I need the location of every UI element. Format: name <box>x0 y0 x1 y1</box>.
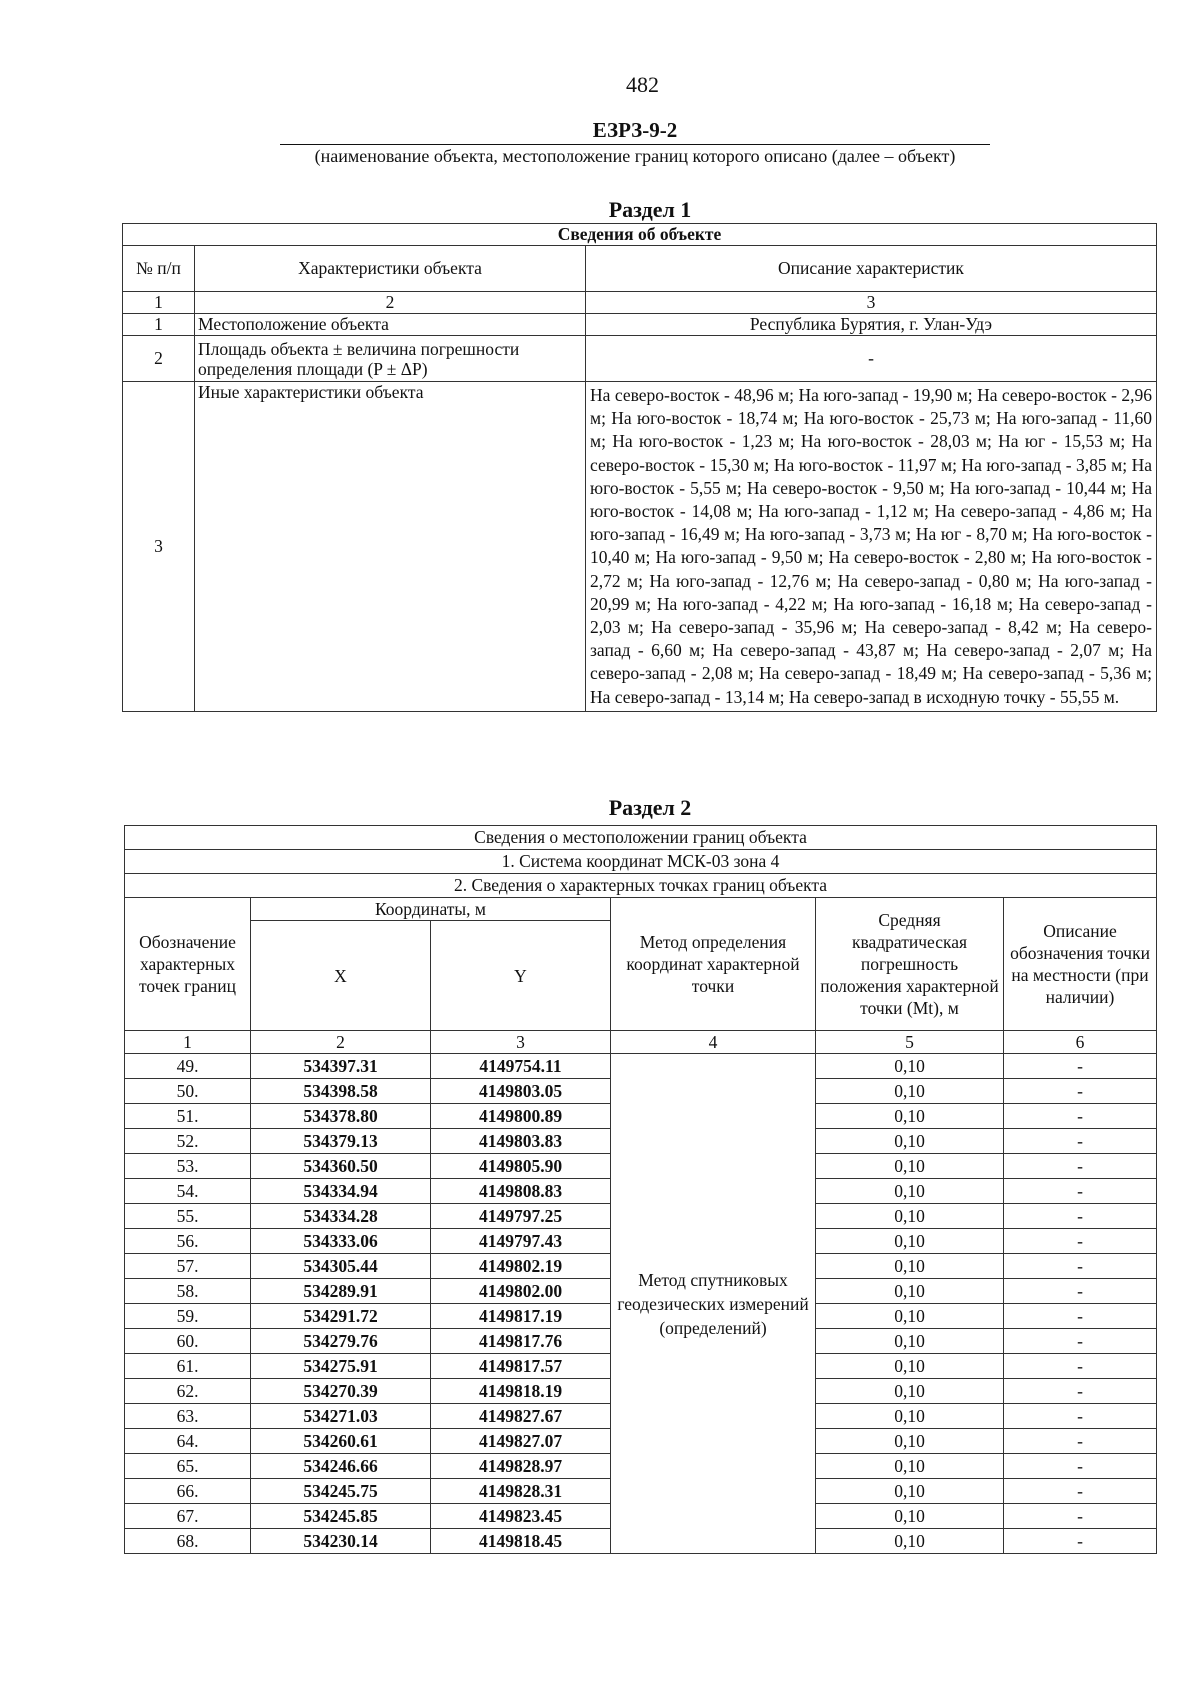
point-id: 58. <box>125 1279 251 1304</box>
point-description: - <box>1004 1454 1157 1479</box>
coord-y: 4149828.97 <box>431 1454 611 1479</box>
header-y: Y <box>431 921 611 1031</box>
point-description: - <box>1004 1054 1157 1079</box>
error-value: 0,10 <box>816 1204 1004 1229</box>
point-id: 52. <box>125 1129 251 1154</box>
point-id: 57. <box>125 1254 251 1279</box>
coord-y: 4149823.45 <box>431 1504 611 1529</box>
point-id: 55. <box>125 1204 251 1229</box>
coord-x: 534360.50 <box>251 1154 431 1179</box>
point-id: 54. <box>125 1179 251 1204</box>
row-number: 2 <box>123 336 195 382</box>
point-id: 59. <box>125 1304 251 1329</box>
error-value: 0,10 <box>816 1179 1004 1204</box>
point-id: 63. <box>125 1404 251 1429</box>
coord-x: 534289.91 <box>251 1279 431 1304</box>
col-number: 1 <box>125 1031 251 1054</box>
point-id: 53. <box>125 1154 251 1179</box>
col-number: 3 <box>586 292 1157 314</box>
point-id: 50. <box>125 1079 251 1104</box>
point-id: 51. <box>125 1104 251 1129</box>
object-caption: (наименование объекта, местоположение границ которого описано (далее – объект) <box>314 146 956 166</box>
coord-y: 4149802.00 <box>431 1279 611 1304</box>
coord-y: 4149797.43 <box>431 1229 611 1254</box>
point-description: - <box>1004 1379 1157 1404</box>
table-row <box>123 314 1157 336</box>
error-value: 0,10 <box>816 1079 1004 1104</box>
error-value: 0,10 <box>816 1129 1004 1154</box>
coord-x: 534246.66 <box>251 1454 431 1479</box>
coord-y: 4149803.83 <box>431 1129 611 1154</box>
point-description: - <box>1004 1479 1157 1504</box>
coord-y: 4149817.76 <box>431 1329 611 1354</box>
header-error: Средняя квадратическая погрешность положения характерной точки (Mt), м <box>816 898 1004 1031</box>
error-value: 0,10 <box>816 1304 1004 1329</box>
point-id: 66. <box>125 1479 251 1504</box>
point-description: - <box>1004 1354 1157 1379</box>
error-value: 0,10 <box>816 1379 1004 1404</box>
point-id: 64. <box>125 1429 251 1454</box>
coord-y: 4149797.25 <box>431 1204 611 1229</box>
coord-x: 534334.94 <box>251 1179 431 1204</box>
row-name: Иные характеристики объекта <box>195 382 586 712</box>
point-id: 49. <box>125 1054 251 1079</box>
method-cell: Метод спутниковых геодезических измерений (определений) <box>611 1054 816 1554</box>
coord-y: 4149827.67 <box>431 1404 611 1429</box>
point-description: - <box>1004 1254 1157 1279</box>
point-id: 60. <box>125 1329 251 1354</box>
point-description: - <box>1004 1279 1157 1304</box>
coord-x: 534275.91 <box>251 1354 431 1379</box>
error-value: 0,10 <box>816 1154 1004 1179</box>
error-value: 0,10 <box>816 1104 1004 1129</box>
table-row <box>125 1054 1157 1079</box>
coord-x: 534291.72 <box>251 1304 431 1329</box>
table-row <box>123 336 1157 382</box>
coord-x: 534334.28 <box>251 1204 431 1229</box>
point-id: 65. <box>125 1454 251 1479</box>
coord-x: 534245.85 <box>251 1504 431 1529</box>
point-description: - <box>1004 1154 1157 1179</box>
section1-title: Раздел 1 <box>608 197 692 222</box>
error-value: 0,10 <box>816 1404 1004 1429</box>
point-description: - <box>1004 1129 1157 1154</box>
coord-x: 534260.61 <box>251 1429 431 1454</box>
point-description: - <box>1004 1404 1157 1429</box>
coord-y: 4149817.19 <box>431 1304 611 1329</box>
object-name: ЕЗРЗ-9-2 <box>280 118 990 145</box>
header-x: X <box>251 921 431 1031</box>
point-id: 68. <box>125 1529 251 1554</box>
row-number: 1 <box>123 314 195 336</box>
caption-location: Сведения о местоположении границ объекта <box>125 826 1157 850</box>
col-number: 3 <box>431 1031 611 1054</box>
col-number: 1 <box>123 292 195 314</box>
point-description: - <box>1004 1504 1157 1529</box>
header-method: Метод определения координат характерной точки <box>611 898 816 1031</box>
caption-points: 2. Сведения о характерных точках границ объекта <box>125 874 1157 898</box>
coord-x: 534230.14 <box>251 1529 431 1554</box>
coord-y: 4149818.19 <box>431 1379 611 1404</box>
point-description: - <box>1004 1229 1157 1254</box>
error-value: 0,10 <box>816 1454 1004 1479</box>
header-description: Описание характеристик <box>586 246 1157 292</box>
row-value: На северо-восток - 48,96 м; На юго-запад - 19,90 м; На северо-восток - 2,96 м; На юго-восток - 18,74 м; На юго-восток - 25,73 м; На юго-запад - 11,60 м; На юго-восток - 1,23 м; На юго-восток - 28,03 м; На юг - 15,53 м; На северо-восток - 15,30 м; На юго-восток - 11,97 м; На юго-запад - 3,85 м; На юго-восток - 5,55 м; На северо-восток - 9,50 м; На юго-запад - 10,44 м; На юго-восток - 14,08 м; На юго-запад - 1,12 м; На северо-запад - 4,86 м; На юго-запад - 16,49 м; На юго-запад - 3,73 м; На юг - 8,70 м; На юго-восток - 10,40 м; На юго-запад - 9,50 м; На северо-восток - 2,80 м; На юго-восток - 2,72 м; На юго-запад - 12,76 м; На северо-запад - 0,80 м; На юго-запад - 20,99 м; На юго-запад - 4,22 м; На юго-запад - 16,18 м; На северо-запад - 2,03 м; На северо-запад - 35,96 м; На северо-запад - 8,42 м; На северо-запад - 6,60 м; На северо-запад - 43,87 м; На северо-запад - 2,07 м; На северо-запад - 2,08 м; На северо-запад - 18,49 м; На северо-запад - 5,36 м; На северо-запад - 13,14 м; На северо-запад в исходную точку - 55,55 м. <box>586 382 1157 712</box>
point-description: - <box>1004 1204 1157 1229</box>
point-description: - <box>1004 1079 1157 1104</box>
error-value: 0,10 <box>816 1479 1004 1504</box>
col-number: 2 <box>195 292 586 314</box>
col-number: 5 <box>816 1031 1004 1054</box>
point-description: - <box>1004 1329 1157 1354</box>
row-value: Республика Бурятия, г. Улан-Удэ <box>586 314 1157 336</box>
error-value: 0,10 <box>816 1254 1004 1279</box>
coord-y: 4149817.57 <box>431 1354 611 1379</box>
coord-x: 534245.75 <box>251 1479 431 1504</box>
error-value: 0,10 <box>816 1529 1004 1554</box>
col-number: 2 <box>251 1031 431 1054</box>
coord-x: 534397.31 <box>251 1054 431 1079</box>
coord-y: 4149754.11 <box>431 1054 611 1079</box>
coord-y: 4149828.31 <box>431 1479 611 1504</box>
row-number: 3 <box>123 382 195 712</box>
header-description: Описание обозначения точки на местности (при наличии) <box>1004 898 1157 1031</box>
row-name: Площадь объекта ± величина погрешности определения площади (P ± ΔP) <box>195 336 586 382</box>
coord-x: 534270.39 <box>251 1379 431 1404</box>
row-value: - <box>586 336 1157 382</box>
coord-x: 534398.58 <box>251 1079 431 1104</box>
error-value: 0,10 <box>816 1054 1004 1079</box>
coord-x: 534333.06 <box>251 1229 431 1254</box>
coord-y: 4149802.19 <box>431 1254 611 1279</box>
header-point: Обозначение характерных точек границ <box>125 898 251 1031</box>
coord-y: 4149818.45 <box>431 1529 611 1554</box>
header-num: № п/п <box>123 246 195 292</box>
point-id: 61. <box>125 1354 251 1379</box>
coord-y: 4149808.83 <box>431 1179 611 1204</box>
section2-title: Раздел 2 <box>608 795 692 820</box>
col-number: 6 <box>1004 1031 1157 1054</box>
point-id: 67. <box>125 1504 251 1529</box>
error-value: 0,10 <box>816 1329 1004 1354</box>
header-characteristic: Характеристики объекта <box>195 246 586 292</box>
coord-y: 4149803.05 <box>431 1079 611 1104</box>
table-row <box>123 382 1157 712</box>
caption-coord-system: 1. Система координат МСК-03 зона 4 <box>125 850 1157 874</box>
point-description: - <box>1004 1304 1157 1329</box>
error-value: 0,10 <box>816 1504 1004 1529</box>
point-description: - <box>1004 1104 1157 1129</box>
coord-x: 534378.80 <box>251 1104 431 1129</box>
error-value: 0,10 <box>816 1279 1004 1304</box>
coord-y: 4149827.07 <box>431 1429 611 1454</box>
coord-y: 4149800.89 <box>431 1104 611 1129</box>
row-name: Местоположение объекта <box>195 314 586 336</box>
boundary-points-table <box>124 825 1157 1554</box>
coord-x: 534305.44 <box>251 1254 431 1279</box>
point-description: - <box>1004 1179 1157 1204</box>
col-number: 4 <box>611 1031 816 1054</box>
page-number: 482 <box>626 72 659 97</box>
error-value: 0,10 <box>816 1229 1004 1254</box>
point-description: - <box>1004 1429 1157 1454</box>
coord-y: 4149805.90 <box>431 1154 611 1179</box>
point-description: - <box>1004 1529 1157 1554</box>
error-value: 0,10 <box>816 1354 1004 1379</box>
coord-x: 534279.76 <box>251 1329 431 1354</box>
table-title: Сведения об объекте <box>123 224 1157 246</box>
header-coords: Координаты, м <box>251 898 611 921</box>
coord-x: 534271.03 <box>251 1404 431 1429</box>
point-id: 62. <box>125 1379 251 1404</box>
error-value: 0,10 <box>816 1429 1004 1454</box>
coord-x: 534379.13 <box>251 1129 431 1154</box>
object-info-table <box>122 223 1157 712</box>
point-id: 56. <box>125 1229 251 1254</box>
